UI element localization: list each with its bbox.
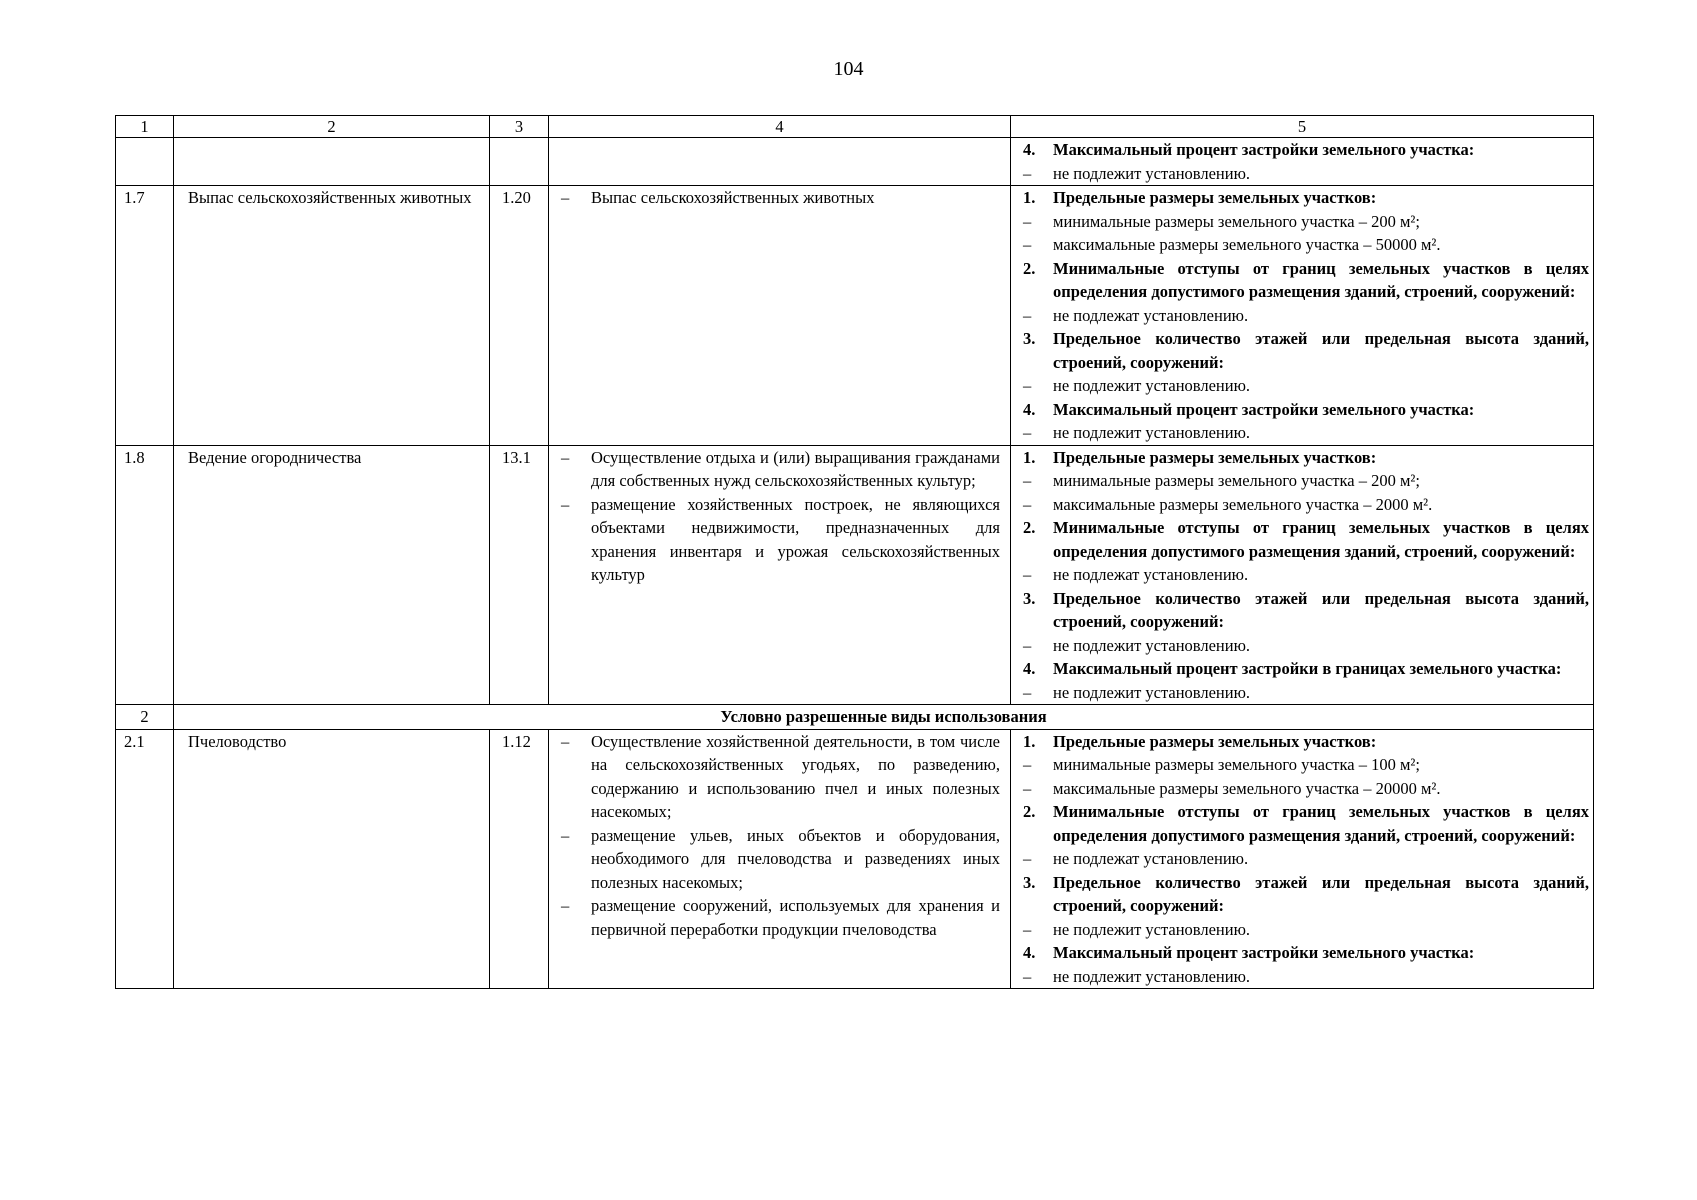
parameter-number: 4. [1023, 140, 1036, 159]
parameter-title: Предельные размеры земельных участков: [1053, 447, 1377, 467]
dash-marker: – [1023, 565, 1032, 584]
parameter-value [1023, 753, 1589, 777]
parameter-value [1023, 634, 1589, 658]
column-number: 5 [1011, 116, 1594, 138]
parameter-heading [1023, 800, 1589, 847]
dash-marker: – [1023, 305, 1032, 325]
parameter-number: 2. [1023, 258, 1036, 278]
parameter-number: 1. [1023, 731, 1036, 751]
description-item-text: Осуществление отдыха и (или) выращивания гражданами для собственных нужд сельскохозяйственных культур; [591, 447, 1000, 490]
cell-parameters [1011, 445, 1594, 705]
parameter-number: 1. [1023, 447, 1036, 467]
cell-name: Пчеловодство [174, 729, 490, 989]
column-number: 2 [174, 116, 490, 138]
parameter-value-text: минимальные размеры земельного участка – 200 м²; [1053, 471, 1420, 490]
description-item [561, 493, 1000, 587]
dash-marker: – [1023, 778, 1032, 798]
parameter-value-text: не подлежит установлению. [1053, 376, 1251, 395]
parameter-value [1023, 918, 1589, 942]
table-row [116, 445, 1594, 705]
cell-id: 2.1 [116, 729, 174, 989]
cell-description [549, 138, 1011, 186]
cell-id: 1.8 [116, 445, 174, 705]
parameter-value-text: не подлежат установлению. [1053, 565, 1249, 584]
dash-marker: – [561, 494, 570, 514]
parameter-value-text: не подлежит установлению. [1053, 163, 1251, 183]
cell-description [549, 186, 1011, 446]
parameter-heading [1023, 657, 1589, 681]
description-item-text: размещение сооружений, используемых для хранения и первичной переработки продукции пчеловодства [591, 896, 1000, 939]
parameter-value-text: максимальные размеры земельного участка – 20000 м². [1053, 778, 1441, 798]
dash-marker: – [561, 825, 570, 845]
dash-marker: – [1023, 163, 1032, 183]
dash-marker: – [1023, 635, 1032, 655]
cell-code: 1.12 [490, 729, 549, 989]
parameter-value-text: не подлежит установлению. [1053, 423, 1251, 442]
parameter-title: Максимальный процент застройки земельного участка: [1053, 399, 1475, 419]
dash-marker: – [1023, 919, 1032, 939]
parameter-heading [1023, 138, 1589, 162]
description-item [561, 824, 1000, 895]
dash-marker: – [1023, 755, 1032, 774]
parameter-value [1023, 965, 1589, 989]
parameter-value-text: не подлежит установлению. [1053, 966, 1251, 986]
page-number: 104 [833, 58, 864, 80]
description-item-text: Осуществление хозяйственной деятельности, в том числе на сельскохозяйственных угодьях, по разведению, содержанию и использованию пчел и иных полезных насекомых; [591, 731, 1000, 821]
dash-marker: – [1023, 211, 1032, 231]
dash-marker: – [1023, 235, 1032, 254]
dash-marker: – [561, 188, 570, 207]
parameter-title: Максимальный процент застройки в границах земельного участка: [1053, 659, 1562, 678]
parameter-title: Максимальный процент застройки земельного участка: [1053, 140, 1475, 159]
parameter-value [1023, 777, 1589, 801]
parameter-title: Минимальные отступы от границ земельных участков в целях определения допустимого размещения зданий, строений, сооружений: [1053, 258, 1589, 301]
dash-marker: – [1023, 966, 1032, 986]
parameter-heading [1023, 941, 1589, 965]
parameter-number: 2. [1023, 518, 1036, 537]
description-item-text: размещение хозяйственных построек, не являющихся объектами недвижимости, предназначенных для хранения инвентаря и урожая сельскохозяйственных культур [591, 494, 1000, 584]
table-row [116, 186, 1594, 446]
description-item-text: Выпас сельскохозяйственных животных [591, 188, 875, 207]
description-item [561, 730, 1000, 824]
continuation-row [116, 138, 1594, 186]
dash-marker: – [1023, 423, 1032, 442]
description-item-text: размещение ульев, иных объектов и оборудования, необходимого для пчеловодства и разведениях иных полезных насекомых; [591, 825, 1000, 892]
dash-marker: – [561, 447, 570, 467]
parameter-value [1023, 493, 1589, 517]
parameter-number: 1. [1023, 188, 1036, 207]
cell-code: 13.1 [490, 445, 549, 705]
parameter-value-text: максимальные размеры земельного участка – 50000 м². [1053, 235, 1441, 254]
parameter-title: Минимальные отступы от границ земельных участков в целях определения допустимого размещения зданий, строений, сооружений: [1053, 518, 1589, 561]
table-row [116, 729, 1594, 989]
parameter-heading [1023, 871, 1589, 918]
cell-name: Ведение огородничества [174, 445, 490, 705]
parameter-number: 3. [1023, 872, 1036, 892]
parameter-title: Предельные размеры земельных участков: [1053, 731, 1377, 751]
cell-code: 1.20 [490, 186, 549, 446]
regulations-table [115, 115, 1594, 989]
dash-marker: – [1023, 682, 1032, 702]
parameter-value [1023, 681, 1589, 705]
parameter-value [1023, 563, 1589, 587]
parameter-value-text: не подлежат установлению. [1053, 305, 1249, 325]
dash-marker: – [561, 896, 570, 915]
parameter-value [1023, 210, 1589, 234]
section-id: 2 [116, 705, 174, 730]
parameter-number: 2. [1023, 802, 1036, 821]
section-title: Условно разрешенные виды использования [174, 705, 1594, 730]
column-number-row [116, 116, 1594, 138]
dash-marker: – [1023, 376, 1032, 395]
parameter-title: Предельные размеры земельных участков: [1053, 188, 1377, 207]
parameter-number: 3. [1023, 588, 1036, 608]
cell-code [490, 138, 549, 186]
dash-marker: – [1023, 471, 1032, 490]
column-number: 3 [490, 116, 549, 138]
parameter-heading [1023, 257, 1589, 304]
parameter-value [1023, 421, 1589, 445]
parameter-heading [1023, 446, 1589, 470]
cell-id: 1.7 [116, 186, 174, 446]
parameter-value-text: не подлежит установлению. [1053, 919, 1251, 939]
parameter-title: Предельное количество этажей или предельная высота зданий, строений, сооружений: [1053, 872, 1589, 915]
parameter-value-text: не подлежит установлению. [1053, 635, 1251, 655]
cell-id [116, 138, 174, 186]
parameter-value [1023, 374, 1589, 398]
parameter-value-text: минимальные размеры земельного участка – 200 м²; [1053, 211, 1420, 231]
section-header-row [116, 705, 1594, 730]
parameter-heading [1023, 730, 1589, 754]
cell-parameters [1011, 729, 1594, 989]
parameter-value [1023, 233, 1589, 257]
parameter-value-text: минимальные размеры земельного участка – 100 м²; [1053, 755, 1420, 774]
parameter-value [1023, 847, 1589, 871]
cell-parameters [1011, 138, 1594, 186]
dash-marker: – [1023, 494, 1032, 514]
parameter-title: Предельное количество этажей или предельная высота зданий, строений, сооружений: [1053, 588, 1589, 631]
parameter-number: 3. [1023, 329, 1036, 348]
description-item [561, 186, 1000, 210]
parameter-value [1023, 469, 1589, 493]
cell-description [549, 729, 1011, 989]
parameter-number: 4. [1023, 943, 1036, 962]
cell-name [174, 138, 490, 186]
dash-marker: – [561, 731, 570, 751]
parameter-title: Минимальные отступы от границ земельных участков в целях определения допустимого размещения зданий, строений, сооружений: [1053, 802, 1589, 845]
parameter-title: Максимальный процент застройки земельного участка: [1053, 943, 1475, 962]
cell-parameters [1011, 186, 1594, 446]
parameter-number: 4. [1023, 659, 1036, 678]
parameter-heading [1023, 186, 1589, 210]
parameter-heading [1023, 327, 1589, 374]
parameter-value [1023, 304, 1589, 328]
dash-marker: – [1023, 849, 1032, 868]
parameter-title: Предельное количество этажей или предельная высота зданий, строений, сооружений: [1053, 329, 1589, 372]
parameter-heading [1023, 587, 1589, 634]
parameter-number: 4. [1023, 399, 1036, 419]
parameter-value-text: не подлежат установлению. [1053, 849, 1249, 868]
column-number: 4 [549, 116, 1011, 138]
parameter-value-text: максимальные размеры земельного участка – 2000 м². [1053, 494, 1433, 514]
cell-description [549, 445, 1011, 705]
description-item [561, 894, 1000, 941]
description-item [561, 446, 1000, 493]
parameter-value-text: не подлежит установлению. [1053, 682, 1251, 702]
parameter-heading [1023, 516, 1589, 563]
cell-name: Выпас сельскохозяйственных животных [174, 186, 490, 446]
table-body [116, 116, 1594, 989]
parameter-heading [1023, 398, 1589, 422]
column-number: 1 [116, 116, 174, 138]
parameter-value [1023, 162, 1589, 186]
